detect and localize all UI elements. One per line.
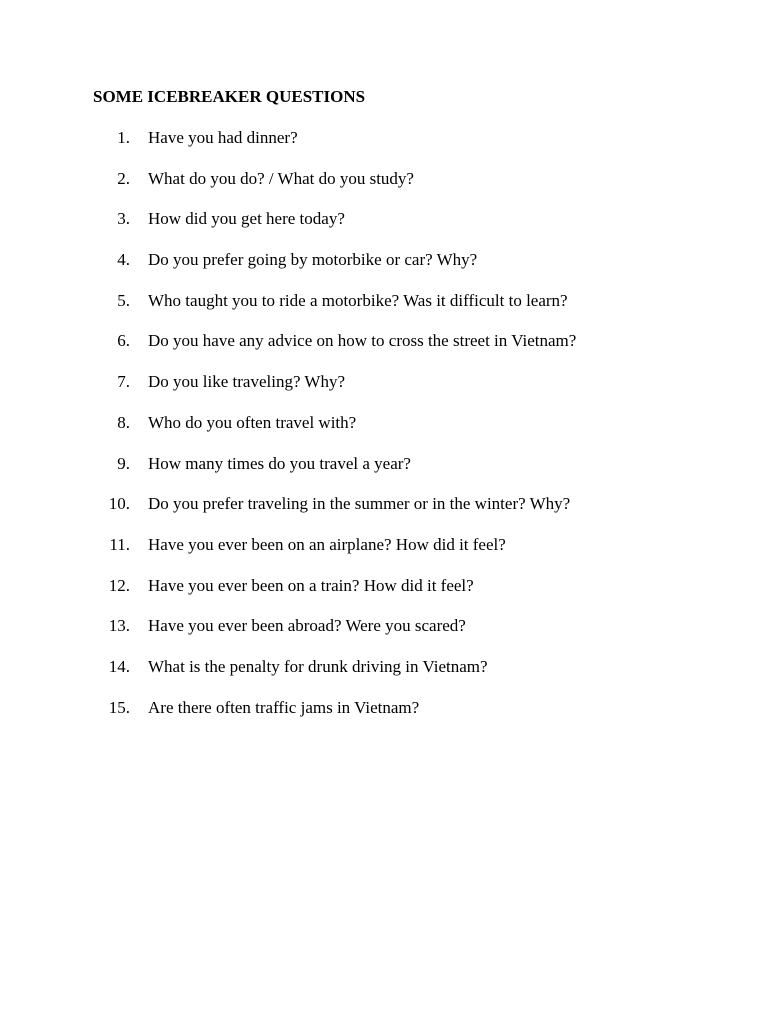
question-number: 7. [117,372,130,392]
question-number: 15. [108,697,130,717]
question-list [0,127,768,737]
question-text: What do you do? / What do you study? [148,168,414,188]
question-number: 5. [117,290,130,310]
question-number: 13. [108,616,130,636]
question-item [0,249,768,290]
question-item [0,656,768,697]
question-text: Have you ever been on a train? How did it feel? [148,575,474,595]
question-text: Have you had dinner? [148,128,298,147]
question-number: 10. [108,494,130,514]
question-number: 3. [117,209,130,229]
question-text: Who taught you to ride a motorbike? Was it difficult to learn? [148,290,568,310]
question-number: 2. [117,168,130,188]
question-text: Who do you often travel with? [148,412,357,432]
question-item [0,168,768,209]
question-number: 11. [109,534,130,554]
question-number: 6. [117,331,130,351]
question-item [0,453,768,494]
document-title: SOME ICEBREAKER QUESTIONS [93,87,366,106]
question-text: What is the penalty for drunk driving in Vietnam? [148,656,488,676]
question-item [0,575,768,616]
question-text: Have you ever been on an airplane? How did it feel? [148,534,506,554]
question-item [0,371,768,412]
question-item [0,493,768,534]
question-item [0,412,768,453]
question-text: Are there often traffic jams in Vietnam? [148,697,420,717]
question-number: 12. [108,575,130,595]
question-item [0,330,768,371]
question-item [0,208,768,249]
question-number: 9. [117,453,130,473]
question-item [0,697,768,738]
question-item [0,290,768,331]
question-text: Do you like traveling? Why? [148,372,346,392]
question-number: 8. [117,412,130,432]
question-text: Do you prefer going by motorbike or car? Why? [148,250,478,270]
question-item [0,615,768,656]
question-item [0,534,768,575]
question-item [0,127,768,168]
question-number: 4. [117,250,130,270]
question-text: Do you have any advice on how to cross the street in Vietnam? [148,331,577,351]
question-number: 14. [108,656,130,676]
question-text: How many times do you travel a year? [148,453,411,473]
question-text: Have you ever been abroad? Were you scared? [148,616,466,636]
question-text: How did you get here today? [148,209,345,229]
question-number: 1. [117,128,130,147]
question-text: Do you prefer traveling in the summer or in the winter? Why? [148,494,571,514]
